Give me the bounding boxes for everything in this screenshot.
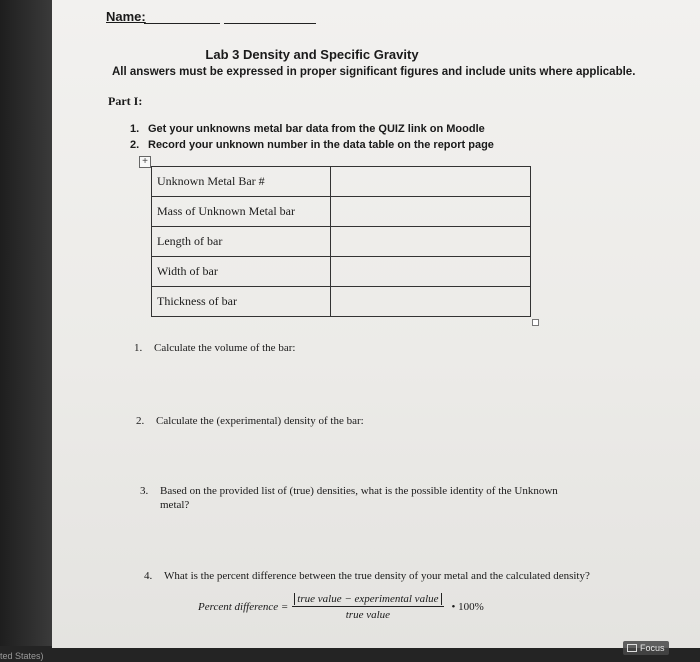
- formula-multiplier: • 100%: [451, 601, 484, 613]
- question-text: What is the percent difference between the true density of your metal and the calculated density?: [164, 570, 590, 582]
- formula-fraction: [292, 593, 443, 621]
- question-1: [134, 341, 295, 355]
- worksheet-title: Lab 3 Density and Specific Gravity: [205, 47, 419, 62]
- question-number: 4.: [144, 570, 153, 582]
- focus-button[interactable]: [623, 641, 669, 655]
- step-item: [130, 137, 494, 153]
- table-row-label: Unknown Metal Bar #: [152, 167, 331, 197]
- name-blank-line: [224, 23, 316, 24]
- screen-bezel-bottom: [0, 646, 700, 662]
- step-text: Get your unknowns metal bar data from the QUIZ link on Moodle: [148, 123, 485, 135]
- formula-lhs: Percent difference =: [198, 601, 289, 613]
- question-number: 3.: [140, 485, 149, 497]
- question-text: Calculate the volume of the bar:: [154, 342, 296, 354]
- table-row-value[interactable]: [331, 197, 531, 227]
- formula-denominator: true value: [345, 609, 391, 621]
- table-row-label: Thickness of bar: [152, 287, 331, 317]
- question-text: Based on the provided list of (true) densities, what is the possible identity of the Unknown metal?: [160, 485, 558, 511]
- table-row: [152, 197, 531, 227]
- table-row-label: Length of bar: [152, 227, 331, 257]
- question-3: [140, 484, 580, 512]
- table-row: [152, 257, 531, 287]
- formula-numerator-wrap: [292, 593, 443, 607]
- table-row-value[interactable]: [331, 257, 531, 287]
- plus-icon[interactable]: +: [139, 156, 151, 168]
- table-row: [152, 287, 531, 317]
- table-row: [152, 167, 531, 197]
- focus-icon: [627, 644, 637, 652]
- instruction-steps: [130, 121, 494, 153]
- table-row-value[interactable]: [331, 287, 531, 317]
- focus-label: Focus: [640, 643, 665, 653]
- worksheet-page: [52, 0, 700, 648]
- name-label: Name:: [106, 9, 146, 24]
- question-number: 2.: [136, 415, 145, 427]
- screen-bezel-left: [0, 0, 52, 662]
- question-4: [144, 569, 614, 583]
- percent-difference-formula: [198, 593, 484, 621]
- step-number: 1.: [130, 123, 140, 135]
- part-label: Part I:: [108, 94, 143, 108]
- table-row-label: Width of bar: [152, 257, 331, 287]
- table-row-value[interactable]: [331, 167, 531, 197]
- question-number: 1.: [134, 342, 143, 354]
- table-resize-handle-icon[interactable]: [532, 319, 539, 326]
- metal-bar-data-table: [151, 166, 531, 317]
- step-number: 2.: [130, 139, 140, 151]
- table-row-label: Mass of Unknown Metal bar: [152, 197, 331, 227]
- table-row-value[interactable]: [331, 227, 531, 257]
- step-item: [130, 121, 494, 137]
- step-text: Record your unknown number in the data table on the report page: [148, 139, 494, 151]
- name-blank-line: [144, 23, 220, 24]
- formula-numerator: true value − experimental value: [294, 593, 441, 605]
- question-text: Calculate the (experimental) density of the bar:: [156, 415, 364, 427]
- question-2: [136, 414, 364, 428]
- instructions-subtitle: All answers must be expressed in proper significant figures and include units where applicable.: [112, 66, 636, 78]
- status-bar-text: ted States): [0, 651, 44, 661]
- table-row: [152, 227, 531, 257]
